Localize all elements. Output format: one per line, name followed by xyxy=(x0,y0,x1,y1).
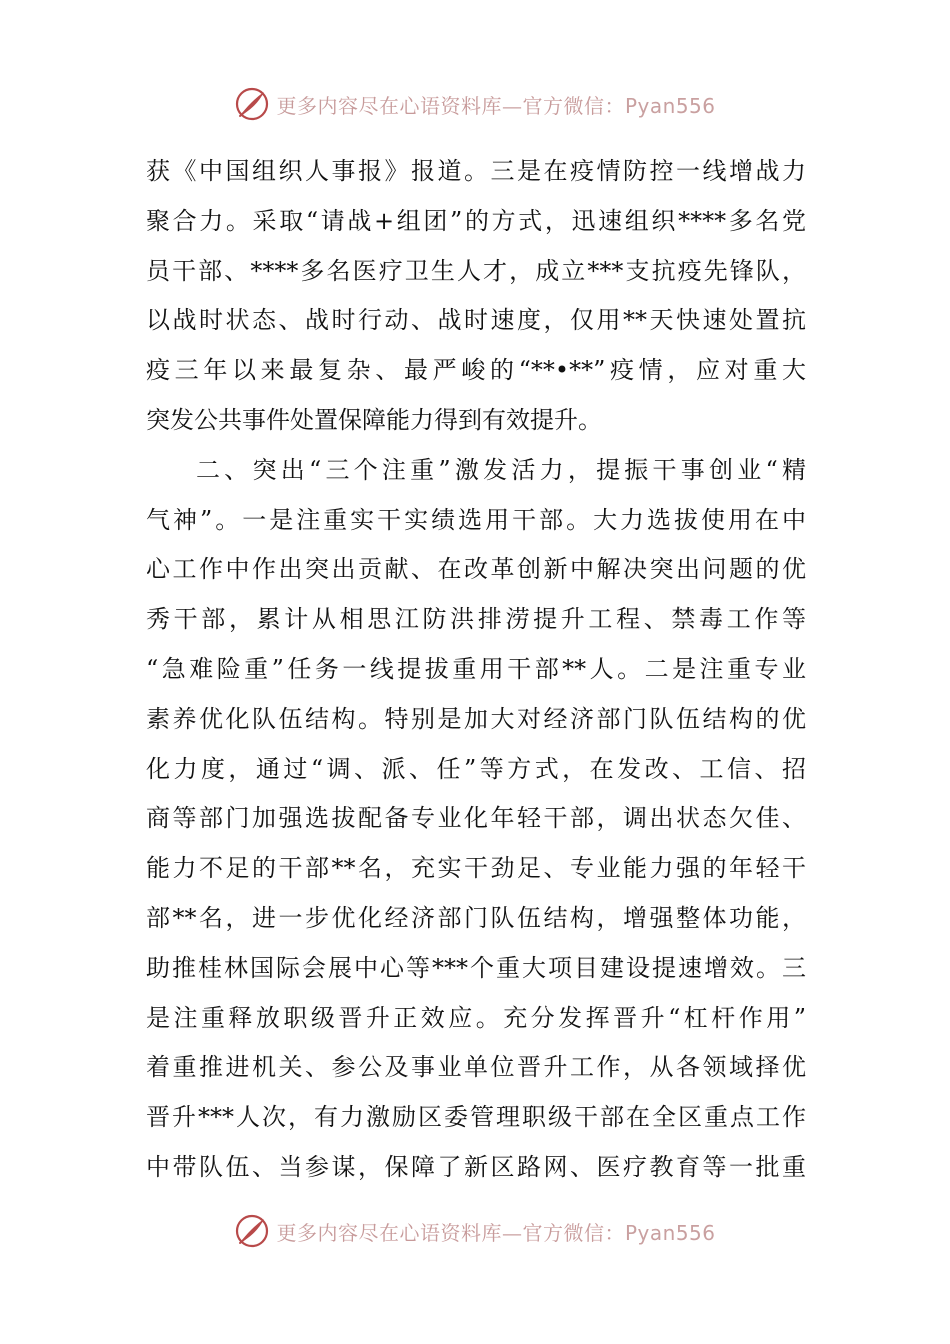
watermark-text: 更多内容尽在心语资料库—官方微信：Pyan556 xyxy=(276,93,716,118)
watermark-banner-top xyxy=(0,84,950,124)
quill-logo-icon xyxy=(234,86,270,122)
document-body xyxy=(146,147,806,1193)
body-line: 中带队伍、当参谋，保障了新区路网、医疗教育等一批重 xyxy=(146,1152,806,1181)
body-line: 着重推进机关、参公及事业单位晋升工作，从各领域择优 xyxy=(146,1053,806,1082)
body-line: 是注重释放职级晋升正效应。充分发挥晋升“杠杆作用” xyxy=(146,1003,806,1032)
body-line: 商等部门加强选拔配备专业化年轻干部，调出状态欠佳、 xyxy=(146,804,806,833)
body-line: 气神”。一是注重实干实绩选用干部。大力选拔使用在中 xyxy=(146,505,806,534)
watermark-text: 更多内容尽在心语资料库—官方微信：Pyan556 xyxy=(276,1220,716,1245)
body-line: “急难险重”任务一线提拔重用干部**人。二是注重专业 xyxy=(146,654,806,683)
body-line: 部**名，进一步优化经济部门队伍结构，增强整体功能， xyxy=(146,903,806,932)
body-line: 突发公共事件处置保障能力得到有效提升。 xyxy=(146,405,602,434)
body-line: 晋升***人次，有力激励区委管理职级干部在全区重点工作 xyxy=(146,1103,806,1132)
body-line: 能力不足的干部**名，充实干劲足、专业能力强的年轻干 xyxy=(146,854,806,883)
body-line: 心工作中作出突出贡献、在改革创新中解决突出问题的优 xyxy=(146,555,806,584)
paragraph-heading-line: 二、突出“三个注重”激发活力，提振干事创业“精 xyxy=(196,455,806,484)
body-line: 素养优化队伍结构。特别是加大对经济部门队伍结构的优 xyxy=(146,704,806,733)
body-line: 秀干部，累计从相思江防洪排涝提升工程、禁毒工作等 xyxy=(146,605,806,634)
watermark-banner-bottom xyxy=(0,1211,950,1251)
body-line: 疫三年以来最复杂、最严峻的“**•**”疫情，应对重大 xyxy=(146,356,806,385)
body-line: 以战时状态、战时行动、战时速度，仅用**天快速处置抗 xyxy=(146,306,806,335)
body-line: 聚合力。采取“请战+组团”的方式，迅速组织****多名党 xyxy=(146,206,806,235)
quill-logo-icon xyxy=(234,1213,270,1249)
body-line: 化力度，通过“调、派、任”等方式，在发改、工信、招 xyxy=(146,754,806,783)
body-line: 助推桂林国际会展中心等***个重大项目建设提速增效。三 xyxy=(146,953,806,982)
body-line: 获《中国组织人事报》报道。三是在疫情防控一线增战力 xyxy=(146,157,806,185)
body-line: 员干部、****多名医疗卫生人才，成立***支抗疫先锋队， xyxy=(146,256,806,285)
